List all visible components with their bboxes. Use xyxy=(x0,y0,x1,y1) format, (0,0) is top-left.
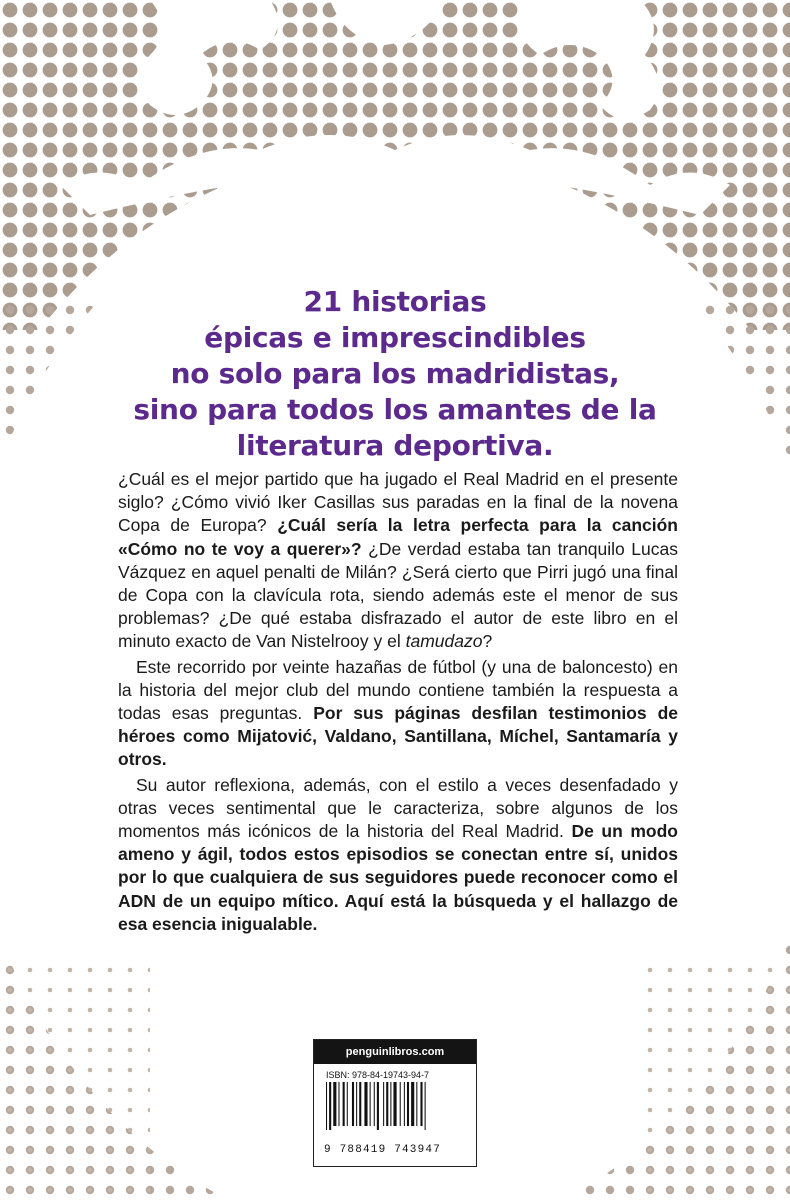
headline-line-5: literatura deportiva. xyxy=(236,429,554,462)
barcode-bar xyxy=(416,1082,417,1126)
barcode-bar xyxy=(374,1082,375,1126)
blurb-paragraph-1 xyxy=(118,468,678,654)
blurb-paragraph-3 xyxy=(118,774,678,936)
blurb xyxy=(118,468,678,936)
barcode-bar xyxy=(326,1082,327,1130)
p3-run: Su autor reflexiona, además, con el estilo a veces desenfadado y otras veces sentimental que le caracteriza, sobre algunos de los momentos más icónicos de la historia del Real Madrid. xyxy=(118,774,678,842)
barcode-bars xyxy=(324,1082,466,1130)
publisher-website[interactable]: penguinlibros.com xyxy=(314,1040,476,1068)
headline-line-3: no solo para los madridistas, xyxy=(170,357,620,390)
barcode-bar xyxy=(364,1082,367,1126)
p1-run: ¿Cuál es el mejor partido que ha jugado el Real Madrid en el presente siglo? ¿Cómo vivió Iker Casillas sus paradas en la final de la novena Copa de Europa? xyxy=(118,469,678,536)
barcode-bar xyxy=(411,1082,414,1126)
barcode-bar xyxy=(383,1082,384,1126)
p2-run-bold: Por sus páginas desfilan testimonios de héroes como Mijatović, Valdano, Santillana, Míchel, Santamaría y otros. xyxy=(118,703,678,770)
barcode-digits: 9 788419 743947 xyxy=(324,1144,442,1156)
barcode-bar xyxy=(400,1082,401,1126)
headline xyxy=(95,284,695,464)
barcode-bar xyxy=(352,1082,354,1126)
barcode-bar xyxy=(377,1082,379,1130)
barcode-bar xyxy=(333,1082,336,1126)
headline-line-1: 21 historias xyxy=(303,285,487,318)
barcode-bar xyxy=(390,1082,391,1126)
barcode-bar xyxy=(370,1082,371,1126)
barcode-bar xyxy=(347,1082,348,1126)
barcode-bar xyxy=(386,1082,388,1126)
barcode-bar xyxy=(425,1082,426,1130)
barcode-block xyxy=(313,1039,477,1167)
barcode-bar xyxy=(420,1082,422,1126)
barcode-bar xyxy=(404,1082,405,1126)
barcode-bar xyxy=(343,1082,345,1126)
p1-run-bold: ¿Cuál sería la letra perfecta para la canción «Cómo no te voy a querer»? xyxy=(118,515,678,559)
isbn-label: ISBN: 978-84-19743-94-7 xyxy=(326,1070,430,1080)
p1-run: ? xyxy=(482,631,493,652)
barcode-bar xyxy=(329,1082,331,1130)
p3-run-bold: De un modo ameno y ágil, todos estos episodios se conectan entre sí, unidos por lo que cualquiera de sus seguidores puede reconocer como el ADN de un equipo mítico. Aquí está la búsqueda y el hallazgo de esa esencia inigualable. xyxy=(118,821,678,934)
barcode-bar xyxy=(407,1082,409,1126)
barcode-bar xyxy=(359,1082,361,1126)
p1-run-italic: tamudazo xyxy=(405,631,483,652)
headline-line-2: épicas e imprescindibles xyxy=(204,321,586,354)
barcode-bar xyxy=(356,1082,357,1126)
barcode-bar xyxy=(338,1082,339,1126)
headline-line-4: sino para todos los amantes de la xyxy=(133,393,657,426)
barcode-bar xyxy=(393,1082,396,1126)
blurb-paragraph-2 xyxy=(118,656,678,772)
p2-run: Este recorrido por veinte hazañas de fútbol (y una de baloncesto) en la historia del mejor club del mundo contiene también la respuesta a todas esas preguntas. xyxy=(118,656,678,724)
p1-run: ¿De verdad estaba tan tranquilo Lucas Vázquez en aquel penalti de Milán? ¿Será cierto que Pirri jugó una final de Copa con la clavícula rota, siendo además este el menor de sus problemas? ¿De qué estaba disfrazado el autor de este libro en el minuto exacto de Van Nistelrooy y el xyxy=(118,538,678,652)
